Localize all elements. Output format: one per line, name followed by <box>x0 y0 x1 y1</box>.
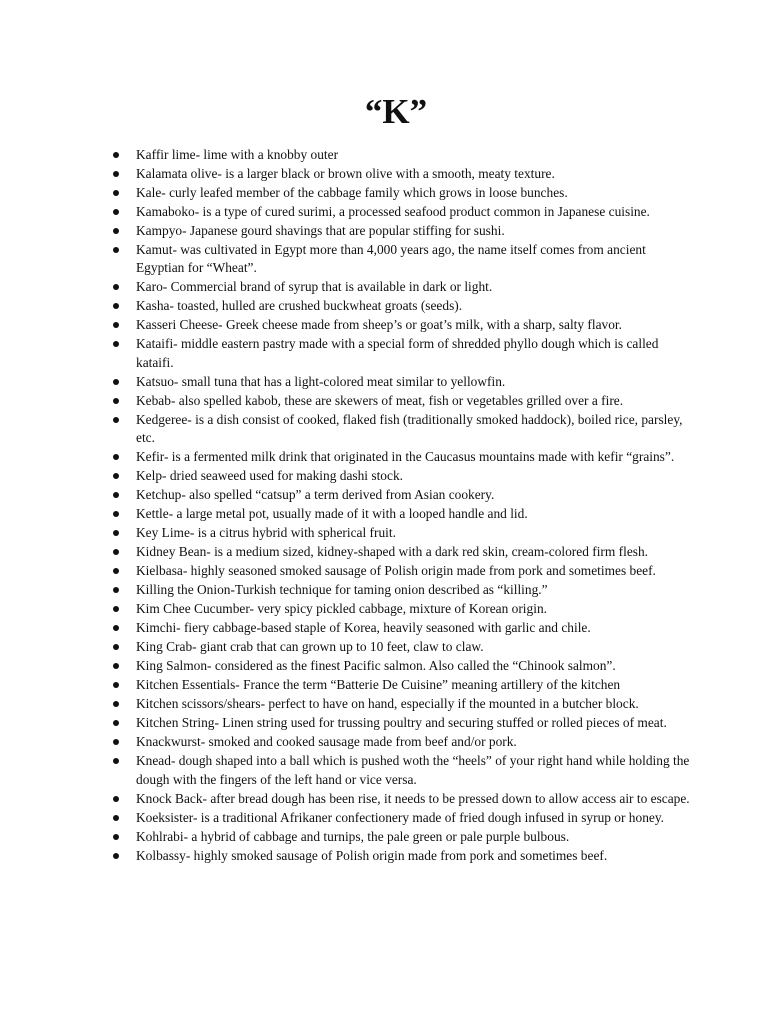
bullet-icon <box>113 190 119 196</box>
bullet-icon <box>113 398 119 404</box>
entry-text: Kasha- toasted, hulled are crushed buckwheat groats (seeds). <box>136 298 463 314</box>
list-item <box>113 222 693 240</box>
bullet-icon <box>113 228 119 234</box>
entry-text: Kampyo- Japanese gourd shavings that are popular stiffing for sushi. <box>136 223 505 238</box>
list-item <box>113 297 693 315</box>
entry-text: King Salmon- considered as the finest Pacific salmon. Also called the “Chinook salmon”. <box>136 658 616 674</box>
list-item <box>113 676 693 694</box>
bullet-icon <box>113 682 119 688</box>
list-item <box>113 581 693 599</box>
list-item <box>113 809 693 827</box>
list-item <box>113 600 693 618</box>
entry-text: Kettle- a large metal pot, usually made of it with a looped handle and lid. <box>136 506 528 522</box>
entry-text: Kamut- was cultivated in Egypt more than 4,000 years ago, the name itself comes from ancient Egyptian for “Wheat”. <box>136 242 646 276</box>
list-item <box>113 543 693 561</box>
list-item <box>113 203 693 221</box>
list-item <box>113 411 693 448</box>
entry-text: Katsuo- small tuna that has a light-colored meat similar to yellowfin. <box>136 373 506 389</box>
list-item <box>113 184 693 202</box>
entry-text: Koeksister- is a traditional Afrikaner confectionery made of fried dough infused in syrup or honey. <box>136 809 665 825</box>
list-item <box>113 241 693 278</box>
entry-text: King Crab- giant crab that can grown up to 10 feet, claw to claw. <box>136 639 484 655</box>
bullet-icon <box>113 247 119 253</box>
glossary-list <box>113 146 693 866</box>
list-item <box>113 278 693 296</box>
entry-text: Kalamata olive- is a larger black or brown olive with a smooth, meaty texture. <box>136 166 555 181</box>
bullet-icon <box>113 530 119 536</box>
list-item <box>113 657 693 675</box>
bullet-icon <box>113 644 119 650</box>
bullet-icon <box>113 322 119 328</box>
list-item <box>113 165 693 183</box>
list-item <box>113 505 693 523</box>
bullet-icon <box>113 834 119 840</box>
entry-text: Kidney Bean- is a medium sized, kidney-shaped with a dark red skin, cream-colored firm flesh. <box>136 544 649 560</box>
entry-text: Killing the Onion-Turkish technique for taming onion described as “killing.” <box>136 582 548 598</box>
list-item <box>113 486 693 504</box>
entry-text: Kataifi- middle eastern pastry made with a special form of shredded phyllo dough which is called kataifi. <box>136 336 659 370</box>
page-title: “K” <box>364 92 428 131</box>
list-item <box>113 448 693 466</box>
entry-text: Key Lime- is a citrus hybrid with spherical fruit. <box>136 525 396 541</box>
entry-text: Ketchup- also spelled “catsup” a term derived from Asian cookery. <box>136 487 495 503</box>
bullet-icon <box>113 853 119 859</box>
bullet-icon <box>113 758 119 764</box>
list-item <box>113 316 693 334</box>
bullet-icon <box>113 796 119 802</box>
list-item <box>113 733 693 751</box>
entry-text: Kim Chee Cucumber- very spicy pickled cabbage, mixture of Korean origin. <box>136 601 547 617</box>
entry-text: Knead- dough shaped into a ball which is pushed woth the “heels” of your right hand while holding the dough with the fingers of the left hand or vice versa. <box>136 753 690 787</box>
list-item <box>113 335 693 372</box>
bullet-icon <box>113 625 119 631</box>
list-item <box>113 392 693 410</box>
entry-text: Kohlrabi- a hybrid of cabbage and turnips, the pale green or pale purple bulbous. <box>136 828 570 844</box>
entry-text: Kolbassy- highly smoked sausage of Polish origin made from pork and sometimes beef. <box>136 847 608 863</box>
list-item <box>113 752 693 789</box>
list-item <box>113 467 693 485</box>
list-item <box>113 619 693 637</box>
list-item <box>113 638 693 656</box>
bullet-icon <box>113 379 119 385</box>
entry-text: Kelp- dried seaweed used for making dashi stock. <box>136 468 403 484</box>
bullet-icon <box>113 209 119 215</box>
entry-text: Kitchen Essentials- France the term “Batterie De Cuisine” meaning artillery of the kitchen <box>136 677 621 693</box>
entry-text: Kimchi- fiery cabbage-based staple of Korea, heavily seasoned with garlic and chile. <box>136 620 591 636</box>
entry-text: Knackwurst- smoked and cooked sausage made from beef and/or pork. <box>136 734 517 750</box>
entry-text: Karo- Commercial brand of syrup that is available in dark or light. <box>136 279 493 295</box>
list-item <box>113 373 693 391</box>
entry-text: Kamaboko- is a type of cured surimi, a processed seafood product common in Japanese cuisine. <box>136 204 650 219</box>
entry-text: Kaffir lime- lime with a knobby outer <box>136 147 339 162</box>
list-item <box>113 828 693 846</box>
bullet-icon <box>113 568 119 574</box>
bullet-icon <box>113 739 119 745</box>
list-item <box>113 695 693 713</box>
list-item <box>113 790 693 808</box>
entry-text: Knock Back- after bread dough has been rise, it needs to be pressed down to allow access air to escape. <box>136 790 690 806</box>
bullet-icon <box>113 815 119 821</box>
list-item <box>113 714 693 732</box>
entry-text: Kitchen scissors/shears- perfect to have on hand, especially if the mounted in a butcher block. <box>136 696 639 712</box>
bullet-icon <box>113 511 119 517</box>
entry-text: Kasseri Cheese- Greek cheese made from sheep’s or goat’s milk, with a sharp, salty flavor. <box>136 317 623 333</box>
bullet-icon <box>113 171 119 177</box>
bullet-icon <box>113 473 119 479</box>
entry-text: Kedgeree- is a dish consist of cooked, flaked fish (traditionally smoked haddock), boiled rice, parsley, etc. <box>136 411 683 446</box>
bullet-icon <box>113 284 119 290</box>
bullet-icon <box>113 492 119 498</box>
bullet-icon <box>113 454 119 460</box>
entry-text: Kefir- is a fermented milk drink that originated in the Caucasus mountains made with kefir “grains”. <box>136 449 675 465</box>
list-item <box>113 847 693 865</box>
bullet-icon <box>113 417 119 423</box>
bullet-icon <box>113 341 119 347</box>
bullet-icon <box>113 701 119 707</box>
bullet-icon <box>113 587 119 593</box>
bullet-icon <box>113 720 119 726</box>
entry-text: Kale- curly leafed member of the cabbage family which grows in loose bunches. <box>136 185 568 200</box>
list-item <box>113 562 693 580</box>
list-item <box>113 524 693 542</box>
entry-text: Kebab- also spelled kabob, these are skewers of meat, fish or vegetables grilled over a fire. <box>136 392 624 408</box>
bullet-icon <box>113 152 119 158</box>
entry-text: Kielbasa- highly seasoned smoked sausage of Polish origin made from pork and sometimes beef. <box>136 563 656 579</box>
bullet-icon <box>113 663 119 669</box>
bullet-icon <box>113 606 119 612</box>
list-item <box>113 146 693 164</box>
entry-text: Kitchen String- Linen string used for trussing poultry and securing stuffed or rolled pieces of meat. <box>136 715 667 731</box>
bullet-icon <box>113 303 119 309</box>
bullet-icon <box>113 549 119 555</box>
